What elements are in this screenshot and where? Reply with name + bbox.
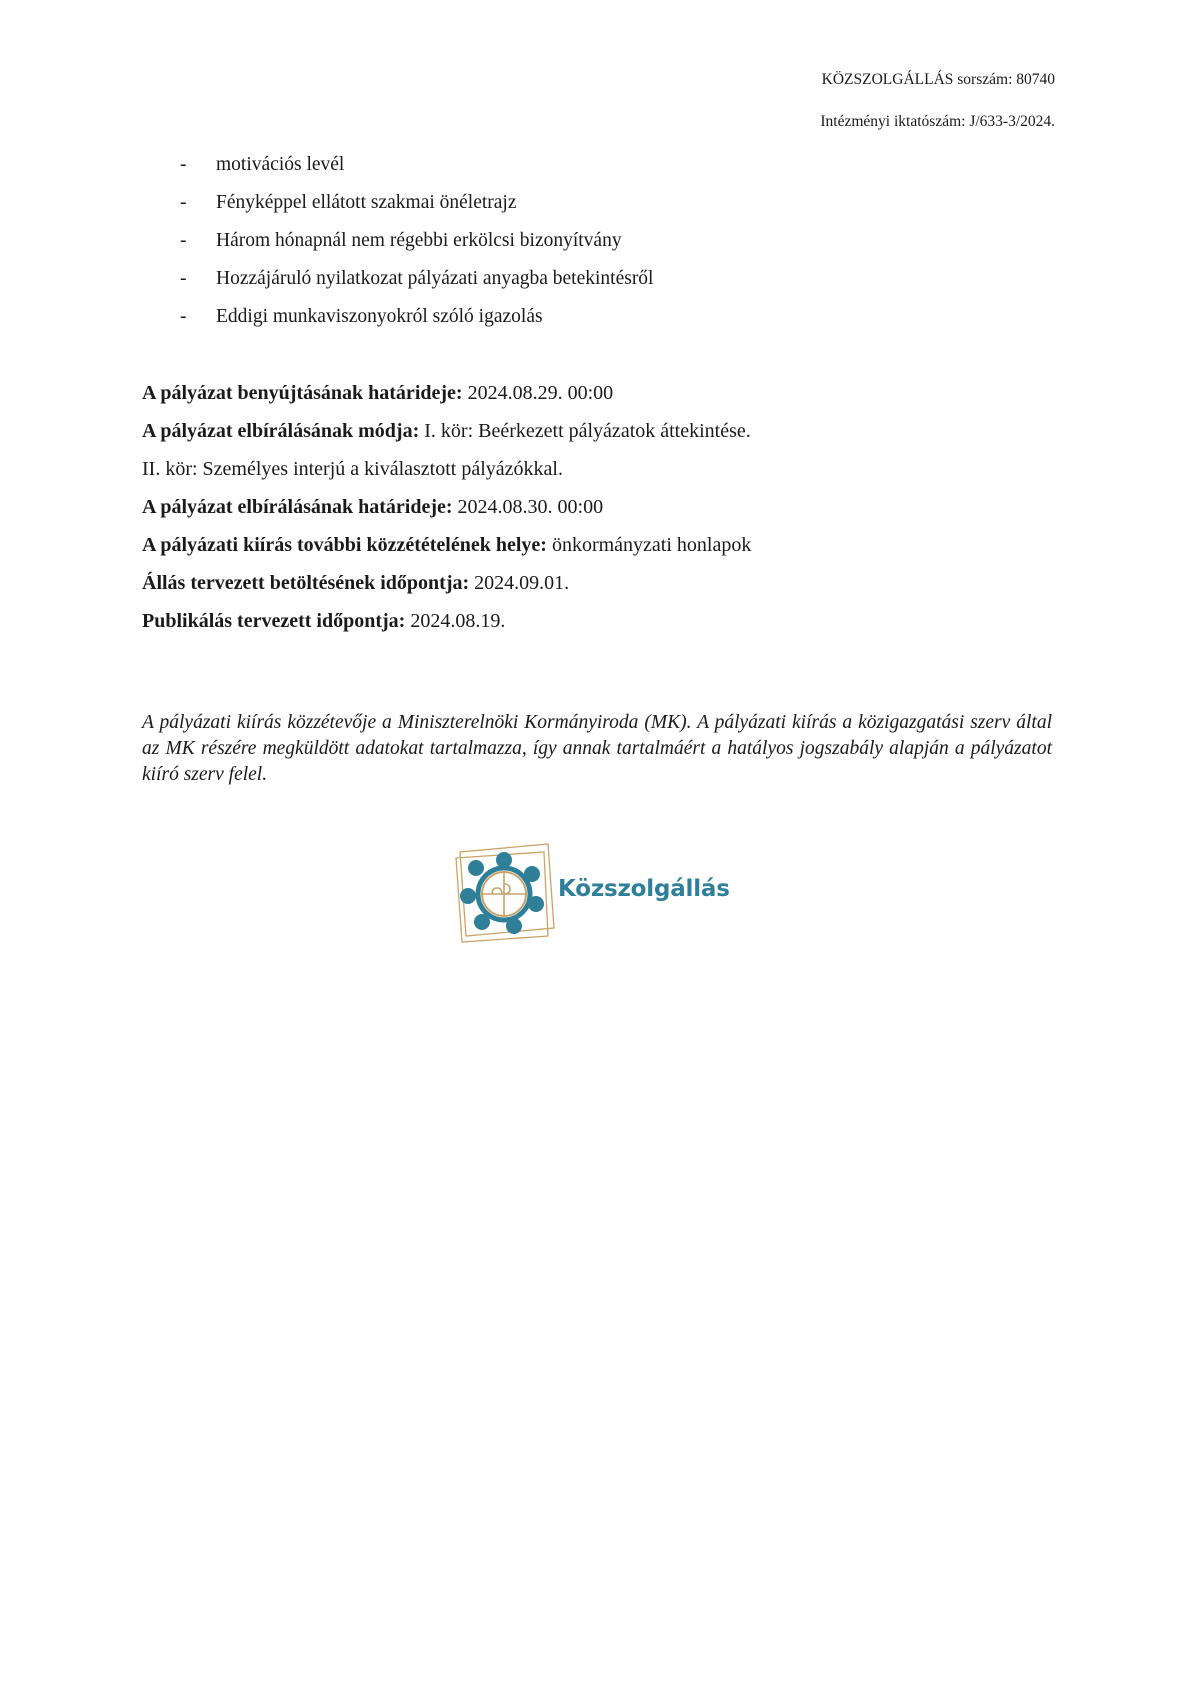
bullet-dash: -: [180, 268, 187, 289]
serial-number: KÖZSZOLGÁLLÁS sorszám: 80740: [821, 71, 1055, 88]
publication-place: A pályázati kiírás további közzétételének helye: önkormányzati honlapok: [142, 534, 752, 556]
bullet-dash: -: [180, 230, 187, 251]
bullet-dash: -: [180, 192, 187, 213]
submission-deadline: A pályázat benyújtásának határideje: 2024.08.29. 00:00: [142, 382, 614, 404]
list-item: - Fényképpel ellátott szakmai önéletrajz: [172, 190, 653, 228]
kozszolgallas-logo: [452, 838, 752, 948]
list-item: - motivációs levél: [172, 152, 653, 190]
planned-start: Állás tervezett betöltésének időpontja: 2024.09.01.: [142, 572, 570, 594]
evaluation-method: A pályázat elbírálásának módja: I. kör: Beérkezett pályázatok áttekintése.: [142, 420, 751, 442]
planned-publication: Publikálás tervezett időpontja: 2024.08.19.: [142, 610, 506, 632]
list-item: - Három hónapnál nem régebbi erkölcsi bizonyítvány: [172, 228, 653, 266]
disclaimer: A pályázati kiírás közzétevője a Miniszterelnöki Kormányiroda (MK). A pályázati kiírás a közigazgatási szerv által az MK részére megküldött adatokat tartalmazza, így annak tartalmáért a hatályos jogszabály alapján a pályázatot kiíró szerv felel.: [142, 712, 1052, 785]
application-info: [142, 380, 751, 646]
bullet-dash: -: [180, 154, 187, 175]
list-item: - Eddigi munkaviszonyokról szóló igazolás: [172, 304, 653, 342]
evaluation-method-round2: II. kör: Személyes interjú a kiválasztott pályázókkal.: [142, 458, 563, 480]
brand-name: Közszolgállás: [558, 876, 730, 902]
bullet-dash: -: [180, 306, 187, 327]
evaluation-deadline: A pályázat elbírálásának határideje: 2024.08.30. 00:00: [142, 496, 604, 518]
list-item: - Hozzájáruló nyilatkozat pályázati anyagba betekintésről: [172, 266, 653, 304]
registry-number: Intézményi iktatószám: J/633-3/2024.: [820, 113, 1055, 130]
logo-emblem-icon: [452, 838, 562, 948]
required-documents-list: [172, 152, 653, 342]
